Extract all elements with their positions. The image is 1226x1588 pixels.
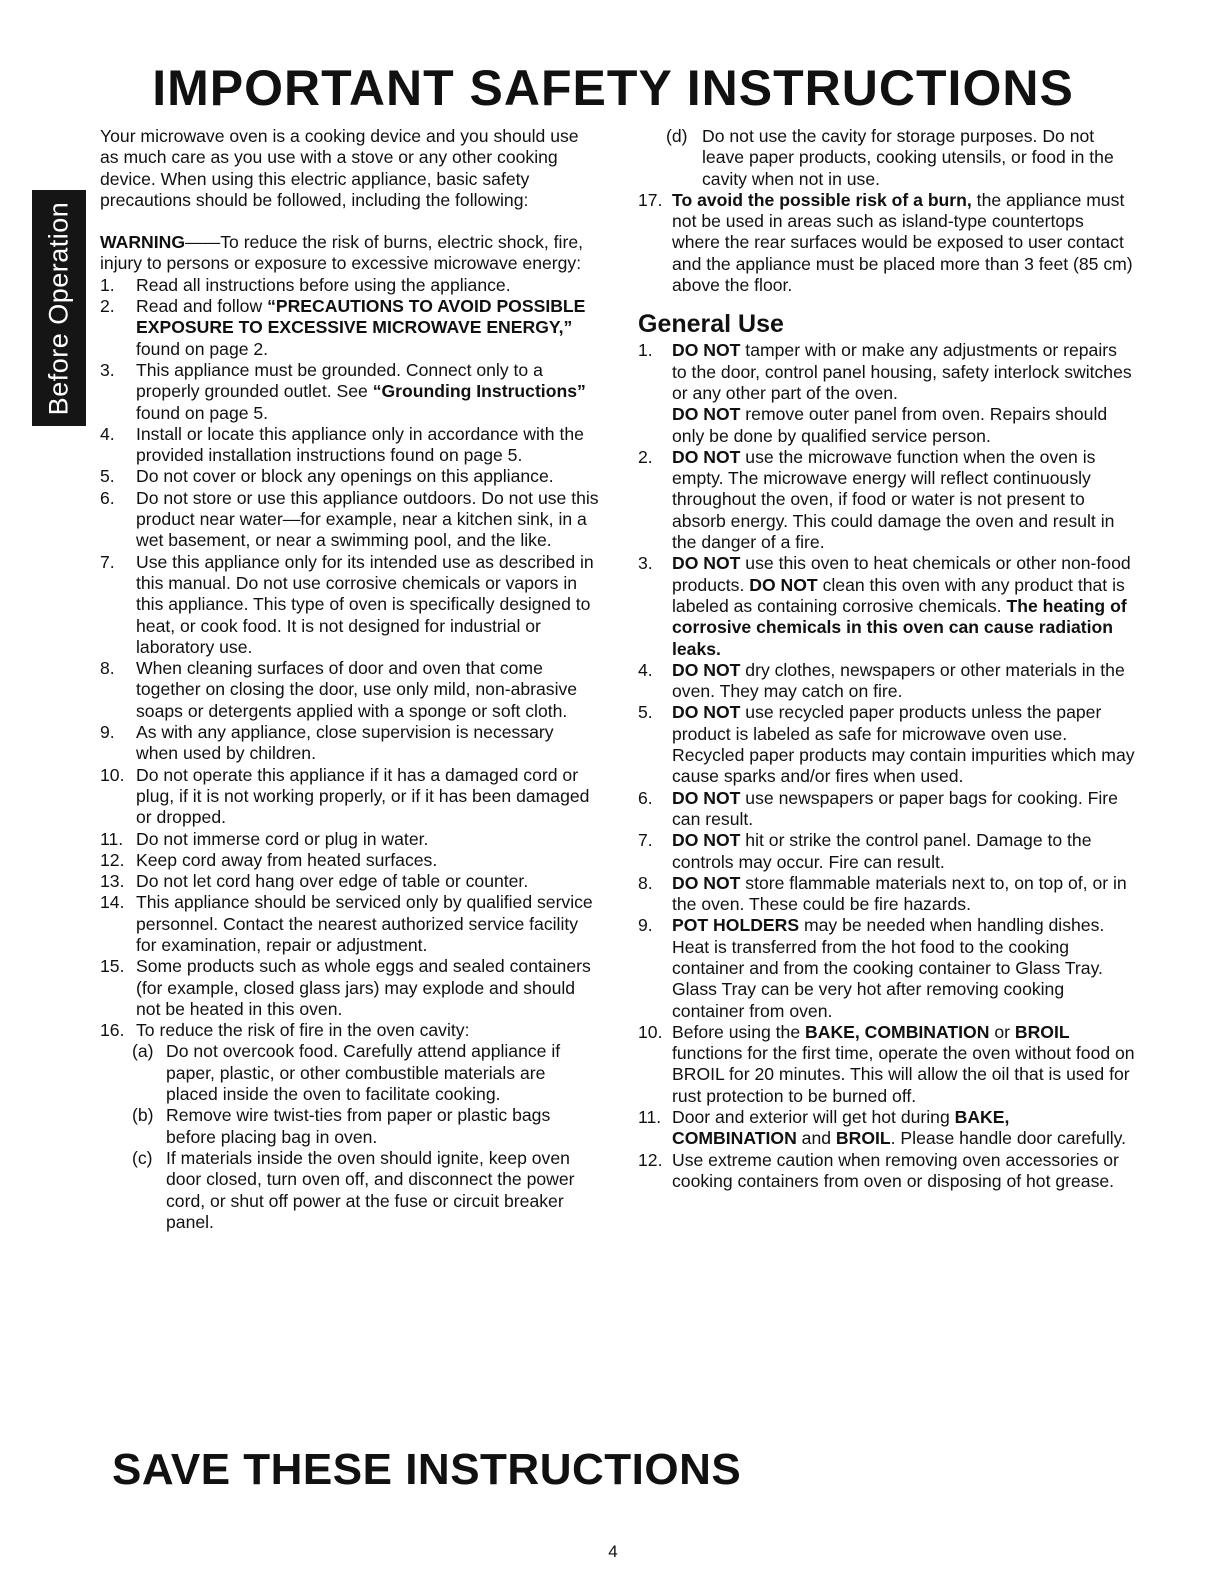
sub-item: [638, 126, 1136, 190]
item-number: 2.: [638, 446, 653, 467]
item-text: To reduce the risk of fire in the oven cavity:: [136, 1020, 470, 1041]
item-text: Do not store or use this appliance outdoors. Do not use this product near water—for example, near a kitchen sink, in a wet basement, or near a swimming pool, and the like.: [136, 487, 599, 551]
list-item: [100, 658, 600, 722]
item-text-part: the appliance must not be used in areas such as island-type countertops where the rear surfaces would be exposed to user contact and the appliance must be placed more than 3 feet (85 cm) above the floor.: [672, 189, 1133, 296]
list-item: [100, 488, 600, 552]
left-column: [100, 126, 600, 1233]
do-not-label: DO NOT: [672, 872, 741, 893]
list-item: [100, 871, 600, 892]
section-tab: [32, 190, 86, 426]
sub-item-text: Do not overcook food. Carefully attend appliance if paper, plastic, or other combustible materials are placed inside the oven to facilitate cooking.: [166, 1041, 561, 1105]
item-text-part: use this oven to heat chemicals or other non-food products.: [672, 553, 1131, 595]
item-text-part: . Please handle door carefully.: [890, 1128, 1127, 1149]
item-number: 9.: [100, 722, 115, 743]
list-item: [638, 1022, 1136, 1107]
list-item: [638, 447, 1136, 553]
item-text-part: found on page 2.: [136, 338, 269, 359]
item-text-part: or: [989, 1021, 1015, 1042]
item-text-part: Before using the: [672, 1021, 806, 1042]
item-number: 3.: [100, 359, 115, 380]
item-text: Use extreme caution when removing oven accessories or cooking containers from oven or disposing of hot grease.: [672, 1149, 1119, 1191]
intro-paragraph: Your microwave oven is a cooking device and you should use as much care as you use with a stove or any other cooking device. When using this electric appliance, basic safety precautions should be followed, including the following:: [100, 126, 579, 210]
item-number: 11.: [638, 1107, 662, 1128]
item-text: [672, 915, 1136, 1021]
do-not-label: DO NOT: [672, 830, 741, 851]
item-number: 1.: [638, 340, 653, 361]
item-text-bold: To avoid the possible risk of a burn,: [672, 189, 972, 210]
item-number: 17.: [638, 189, 663, 210]
item-text: [672, 1107, 1136, 1150]
item-text: Install or locate this appliance only in accordance with the provided installation instructions found on page 5.: [136, 423, 584, 466]
item-text-bold: BROIL: [835, 1128, 891, 1149]
item-text-bold: The heating of corrosive chemicals in this oven can cause radiation leaks.: [672, 595, 1127, 659]
item-number: 3.: [638, 553, 653, 574]
item-number: 16.: [100, 1020, 125, 1041]
item-text: Do not operate this appliance if it has a damaged cord or plug, if it is not working properly, or if it has been damaged or dropped.: [136, 764, 590, 828]
item-number: 6.: [100, 487, 115, 508]
item-number: 8.: [100, 658, 115, 679]
list-item: [100, 765, 600, 829]
item-text-part: Read and follow: [136, 296, 268, 317]
sub-item-letter: (a): [132, 1041, 154, 1062]
page-title: IMPORTANT SAFETY INSTRUCTIONS: [152, 60, 1074, 116]
do-not-label: DO NOT: [749, 574, 818, 595]
list-item: [638, 553, 1136, 659]
sub-item: [100, 1041, 600, 1105]
do-not-label: DO NOT: [672, 659, 741, 680]
item-text: [672, 788, 1136, 831]
item-text-part: remove outer panel from oven. Repairs should only be done by qualified service person.: [672, 404, 1108, 446]
item-text-part: found on page 5.: [136, 402, 269, 423]
sub-item: [100, 1105, 600, 1148]
item-number: 5.: [638, 702, 653, 723]
item-text: [672, 830, 1136, 873]
list-item: [100, 722, 600, 765]
sub-item-letter: (b): [132, 1105, 154, 1126]
item-number: 1.: [100, 274, 115, 295]
item-text-part: use the microwave function when the oven is empty. The microwave energy will reflect continuously throughout the oven, if food or water is not present to absorb energy. This could damage the oven and result in the danger of a fire.: [672, 446, 1115, 553]
list-item: [638, 788, 1136, 831]
right-column: [638, 126, 1136, 1192]
list-item: [638, 1150, 1136, 1193]
item-text: [672, 702, 1136, 787]
item-text: [672, 553, 1136, 659]
item-text: As with any appliance, close supervision is necessary when used by children.: [136, 722, 554, 764]
do-not-label: DO NOT: [672, 787, 741, 808]
list-item: [638, 873, 1136, 916]
sub-item-letter: (c): [132, 1147, 153, 1168]
item-text: This appliance should be serviced only by qualified service personnel. Contact the nearest authorized service facility for examination, repair or adjustment.: [136, 892, 593, 955]
list-item: [638, 702, 1136, 787]
item-text: [672, 340, 1136, 446]
sub-item-text: Do not use the cavity for storage purposes. Do not leave paper products, cooking utensils, or food in the cavity when not in use.: [702, 126, 1114, 189]
item-text-part: use newspapers or paper bags for cooking. Fire can result.: [672, 787, 1118, 829]
item-text: [672, 1022, 1136, 1107]
item-text: When cleaning surfaces of door and oven that come together on closing the door, use only mild, non-abrasive soaps or detergents applied with a sponge or soft cloth.: [136, 658, 578, 721]
item-text-part: store flammable materials next to, on top of, or in the oven. These could be fire hazards.: [672, 872, 1127, 915]
item-number: 4.: [100, 423, 115, 444]
list-item: [100, 360, 600, 424]
page-number: 4: [608, 1542, 618, 1561]
section-heading: General Use: [638, 310, 784, 339]
item-number: 13.: [100, 871, 125, 892]
item-number: 8.: [638, 872, 653, 893]
item-text-bold: BAKE, COMBINATION: [805, 1021, 990, 1042]
item-text-part: tamper with or make any adjustments or repairs to the door, control panel housing, safety interlock switches or any other part of the oven.: [672, 340, 1132, 403]
item-number: 9.: [638, 915, 653, 936]
item-text: [672, 447, 1136, 553]
warning-dash: ——: [185, 232, 221, 253]
list-item: [100, 552, 600, 658]
item-number: 4.: [638, 659, 653, 680]
item-text-bold: “PRECAUTIONS TO AVOID POSSIBLE EXPOSURE TO EXCESSIVE MICROWAVE ENERGY,”: [136, 296, 586, 338]
list-item: [100, 956, 600, 1020]
do-not-label: DO NOT: [672, 404, 741, 425]
do-not-label: DO NOT: [672, 553, 741, 574]
item-text: [672, 873, 1136, 916]
item-text: Use this appliance only for its intended use as described in this manual. Do not use corrosive chemicals or vapors in this appliance. This type of oven is specifically designed to heat, or cook food. It is not designed for industrial or laboratory use.: [136, 551, 594, 657]
item-number: 10.: [100, 764, 125, 785]
item-text: [672, 660, 1136, 703]
do-not-label: DO NOT: [672, 702, 741, 723]
list-item: [638, 915, 1136, 1021]
do-not-label: DO NOT: [672, 446, 741, 467]
item-text: Some products such as whole eggs and sealed containers (for example, closed glass jars) may explode and should not be heated in this oven.: [136, 956, 591, 1019]
list-item: [100, 892, 600, 956]
list-item: [100, 466, 600, 487]
item-number: 14.: [100, 892, 125, 913]
list-item: [100, 275, 600, 296]
sub-item-text: If materials inside the oven should ignite, keep oven door closed, turn oven off, and disconnect the power cord, or shut off power at the fuse or circuit breaker panel.: [166, 1147, 575, 1232]
item-text-part: may be needed when handling dishes. Heat is transferred from the hot food to the cooking container and from the cooking container to Glass Tray. Glass Tray can be very hot after removing cooking container from oven.: [672, 915, 1105, 1021]
item-number: 7.: [100, 551, 115, 572]
list-item: [100, 829, 600, 850]
item-text-bold: BAKE, COMBINATION: [672, 1107, 1010, 1149]
item-number: 12.: [638, 1149, 663, 1170]
item-text: Read all instructions before using the appliance.: [136, 274, 511, 295]
item-text-part: This appliance must be grounded. Connect only to a properly grounded outlet. See: [136, 359, 543, 402]
sub-item-letter: (d): [666, 126, 688, 146]
item-text: [672, 190, 1136, 296]
item-text-bold: BROIL: [1014, 1021, 1070, 1042]
item-number: 7.: [638, 830, 653, 851]
item-text: Keep cord away from heated surfaces.: [136, 849, 438, 870]
list-item: [100, 296, 600, 360]
list-item: [100, 424, 600, 467]
list-item: [638, 830, 1136, 873]
item-number: 10.: [638, 1021, 663, 1042]
item-text-part: Door and exterior will get hot during: [672, 1107, 955, 1128]
item-number: 15.: [100, 956, 125, 977]
item-text: [136, 360, 600, 424]
item-text-part: hit or strike the control panel. Damage to the controls may occur. Fire can result.: [672, 830, 1092, 872]
section-tab-label: Before Operation: [43, 201, 74, 415]
item-text-part: and: [796, 1128, 836, 1149]
item-text: [136, 296, 600, 360]
item-number: 12.: [100, 849, 125, 870]
item-number: 6.: [638, 787, 653, 808]
warning-label: WARNING: [100, 232, 186, 253]
list-item: [100, 1020, 600, 1041]
list-item: [638, 660, 1136, 703]
item-text: Do not let cord hang over edge of table or counter.: [136, 871, 529, 892]
sub-item: [100, 1148, 600, 1233]
list-item: [638, 340, 1136, 446]
item-text-part: clean this oven with any product that is labeled as containing corrosive chemicals.: [672, 574, 1125, 616]
item-text-bold: POT HOLDERS: [672, 915, 800, 936]
item-text-part: use recycled paper products unless the paper product is labeled as safe for microwave oven use. Recycled paper products may contain impurities which may cause sparks and/or fires when used.: [672, 702, 1135, 787]
item-text-part: dry clothes, newspapers or other materials in the oven. They may catch on fire.: [672, 659, 1125, 702]
do-not-label: DO NOT: [672, 340, 741, 361]
warning-paragraph: [100, 232, 600, 275]
list-item: [638, 1107, 1136, 1150]
warning-text: To reduce the risk of burns, electric shock, fire, injury to persons or exposure to excessive microwave energy:: [100, 232, 583, 274]
sub-item-text: Remove wire twist-ties from paper or plastic bags before placing bag in oven.: [166, 1105, 551, 1147]
list-item: [638, 190, 1136, 296]
item-number: 5.: [100, 466, 115, 487]
list-item: [100, 850, 600, 871]
item-number: 2.: [100, 296, 115, 317]
item-text: Do not immerse cord or plug in water.: [136, 828, 429, 849]
item-text-part: functions for the first time, operate the oven without food on BROIL for 20 minutes. This will allow the oil that is used for rust protection to be burned off.: [672, 1043, 1135, 1106]
item-text: Do not cover or block any openings on this appliance.: [136, 466, 554, 487]
save-instructions-title: SAVE THESE INSTRUCTIONS: [112, 1445, 742, 1494]
item-text-bold: “Grounding Instructions”: [372, 381, 586, 402]
item-number: 11.: [100, 828, 124, 849]
